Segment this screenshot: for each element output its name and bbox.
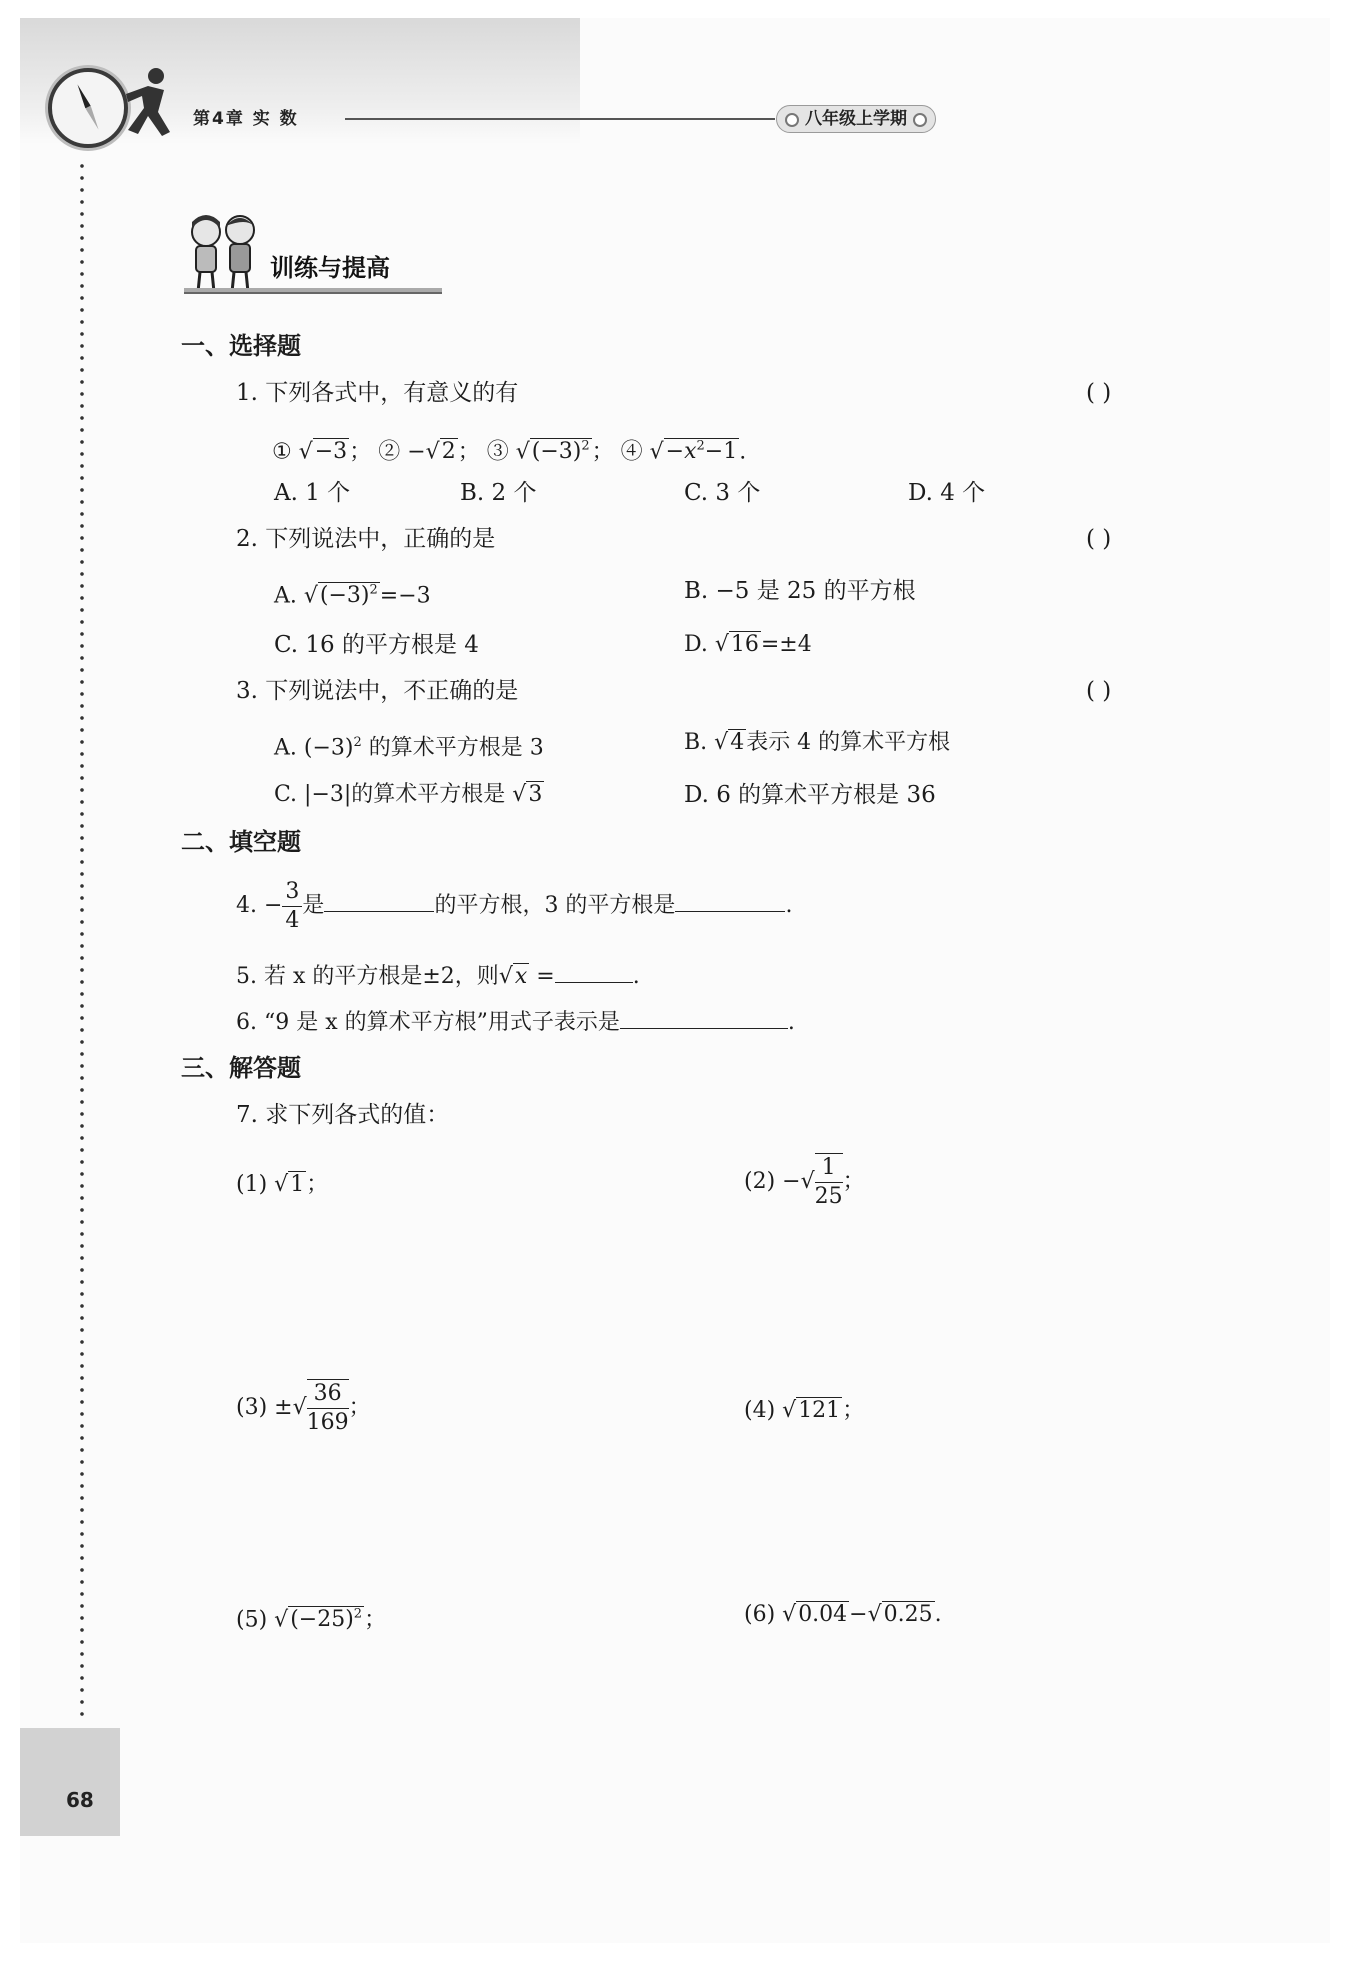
q7-stem: 7. 求下列各式的值： <box>236 1102 450 1128</box>
section-underline <box>184 288 442 294</box>
q1-expressions: ① √−3； ② −√2； ③ $√(-3)^2$； ④ $√-x^2-1$. <box>272 439 747 465</box>
q2-option-b: B. −5 是 25 的平方根 <box>684 578 916 604</box>
q2-option-c: C. 16 的平方根是 4 <box>274 632 479 658</box>
q3-option-a: A. $(-3)^2$ 的算术平方根是 3 <box>274 735 544 761</box>
compass-needle <box>75 83 102 131</box>
q2-option-d: D. √16=±4 <box>684 632 812 657</box>
q1-option-d: D. 4 个 <box>908 480 986 506</box>
q1-option-b: B. 2 个 <box>460 480 537 506</box>
q2-answer-paren: ( ) <box>1086 526 1112 552</box>
q7-part2: (2) −√ $\frac{1}{25}$ ； <box>744 1155 865 1209</box>
binding-dots <box>80 160 84 1720</box>
q7-part5: (5) $√(-25)^2$； <box>236 1607 387 1633</box>
q1-option-a: A. 1 个 <box>274 480 351 506</box>
section-title: 训练与提高 <box>270 254 390 282</box>
q1-option-c: C. 3 个 <box>684 480 761 506</box>
runner-icon <box>118 64 180 144</box>
q5-text: 5. 若 x 的平方根是±2，则√x = . <box>236 964 640 989</box>
q2-option-a: A. $√(-3)^2=-3$ <box>274 583 431 609</box>
q3-answer-paren: ( ) <box>1086 678 1112 704</box>
compass-icon <box>48 68 128 148</box>
q3-stem: 3. 下列说法中，不正确的是 <box>236 678 519 704</box>
q7-part4: (4) √121； <box>744 1398 865 1423</box>
heading-fill-blank: 二、填空题 <box>181 828 301 856</box>
grade-label: 八年级上学期 <box>776 105 936 133</box>
page-background <box>20 18 1330 1943</box>
page-number: 68 <box>66 1788 94 1812</box>
q4-text: 4. − $\frac{3}{4}$ 是 的平方根，3 的平方根是 . <box>236 878 793 933</box>
heading-solve: 三、解答题 <box>181 1054 301 1082</box>
header-divider <box>345 118 775 120</box>
heading-multiple-choice: 一、选择题 <box>181 332 301 360</box>
q7-part3: (3) ±√ $\frac{36}{169}$ ； <box>236 1381 371 1435</box>
q7-part6: (6) √0.04−√0.25. <box>744 1602 942 1627</box>
q3-option-d: D. 6 的算术平方根是 36 <box>684 782 936 808</box>
q3-option-c: C. |−3|的算术平方根是 √3 <box>274 782 543 807</box>
q1-stem: 1. 下列各式中，有意义的有 <box>236 380 519 406</box>
q7-part1: (1) √1； <box>236 1172 329 1197</box>
q1-answer-paren: ( ) <box>1086 380 1112 406</box>
kids-illustration-icon <box>180 210 270 298</box>
page-number-tab <box>20 1728 120 1836</box>
q2-stem: 2. 下列说法中，正确的是 <box>236 526 496 552</box>
q3-option-b: B. √4表示 4 的算术平方根 <box>684 730 951 755</box>
chapter-title: 第4章 实 数 <box>193 109 299 129</box>
q6-text: 6. “9 是 x 的算术平方根”用式子表示是 . <box>236 1010 795 1035</box>
